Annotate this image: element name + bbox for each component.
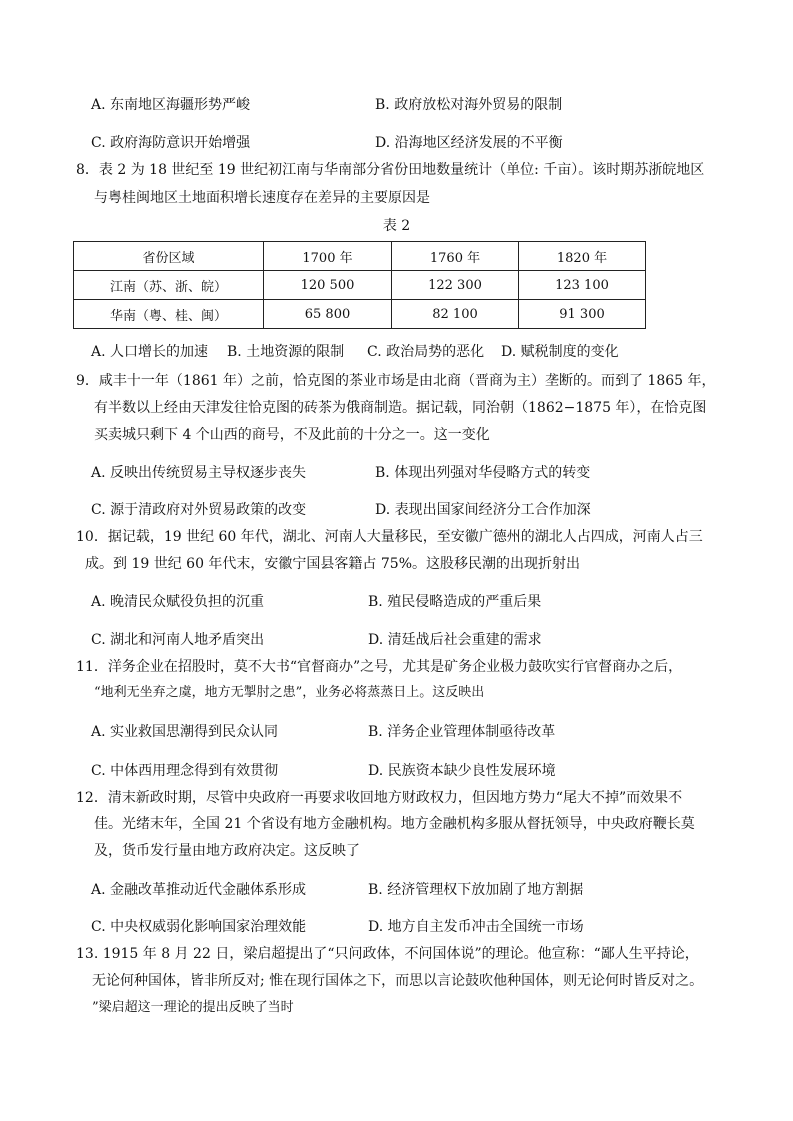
q8-option-a[interactable]: A. 人口增长的加速 [91,344,209,360]
q9-stem-line-2: 有半数以上经由天津发往恰克图的砖茶为俄商制造。据记载，同治朝（1862−1875 年），在恰克图 [94,400,707,416]
q11-stem-line-2: “地利无坐弃之虞，地方无掣肘之患”，业务必将蒸蒸日上。这反映出 [94,685,485,700]
q9-stem-line-1: 9．咸丰十一年（1861 年）之前，恰克图的茶业市场是由北商（晋商为主）垄断的。而到了 1865 年， [76,373,716,389]
q7-option-b[interactable]: B. 政府放松对海外贸易的限制 [375,97,563,113]
q9-option-d[interactable]: D. 表现出国家间经济分工合作加深 [375,502,591,518]
table-row [74,271,646,300]
q8-stem-line-2: 与粤桂闽地区土地面积增长速度存在差异的主要原因是 [94,190,430,206]
q11-stem-line-1: 11．洋务企业在招股时，莫不大书“官督商办”之号，尤其是矿务企业极力鼓吹实行官督商办之后， [76,659,683,675]
q12-option-c[interactable]: C. 中央权威弱化影响国家治理效能 [91,919,307,935]
q10-stem-line-2: 成。到 19 世纪 60 年代末，安徽宁国县客籍占 75%。这股移民潮的出现折射出 [85,556,580,572]
q9-option-b[interactable]: B. 体现出列强对华侵略方式的转变 [375,465,591,481]
q13-stem-line-2: 无论何种国体，皆非所反对; 惟在现行国体之下，而思以言论鼓吹他种国体，则无论何时皆反对之。 [92,973,704,989]
table-cell: 江南（苏、浙、皖） [74,271,264,300]
table-cell: 65 800 [264,300,392,329]
q12-option-a[interactable]: A. 金融改革推动近代金融体系形成 [91,882,307,898]
table-header-cell: 1700 年 [264,242,392,271]
q12-stem-line-2: 佳。光绪末年，全国 21 个省设有地方金融机构。地方金融机构多服从督抚领导，中央政府鞭长莫 [94,816,695,832]
table-header-cell: 1760 年 [392,242,519,271]
table-header-cell: 省份区域 [74,242,264,271]
q10-option-c[interactable]: C. 湖北和河南人地矛盾突出 [91,632,265,648]
q8-option-b[interactable]: B. 土地资源的限制 [227,344,345,360]
table-cell: 华南（粤、桂、闽） [74,300,264,329]
q7-option-d[interactable]: D. 沿海地区经济发展的不平衡 [375,135,563,151]
q11-option-b[interactable]: B. 洋务企业管理体制亟待改革 [368,724,556,740]
q7-option-a[interactable]: A. 东南地区海疆形势严峻 [91,97,251,113]
q9-option-a[interactable]: A. 反映出传统贸易主导权逐步丧失 [91,465,307,481]
q12-stem-line-3: 及，货币发行量由地方政府决定。这反映了 [94,843,360,859]
q11-option-c[interactable]: C. 中体西用理念得到有效贯彻 [91,763,279,779]
q12-stem-line-1: 12．清末新政时期，尽管中央政府一再要求收回地方财政权力，但因地方势力“尾大不掉”而效果不 [76,790,683,806]
q8-option-d[interactable]: D. 赋税制度的变化 [501,344,619,360]
table-cell: 120 500 [264,271,392,300]
table-header-row [74,242,646,271]
q13-stem-line-3: ”梁启超这一理论的提出反映了当时 [92,1000,294,1015]
table-caption: 表 2 [382,218,411,234]
q9-option-c[interactable]: C. 源于清政府对外贸易政策的改变 [91,502,307,518]
table-row [74,300,646,329]
q11-option-a[interactable]: A. 实业救国思潮得到民众认同 [91,724,279,740]
q10-option-a[interactable]: A. 晚清民众赋役负担的沉重 [91,594,265,610]
q12-option-b[interactable]: B. 经济管理权下放加剧了地方割据 [368,882,584,898]
table-header-cell: 1820 年 [519,242,646,271]
q8-option-c[interactable]: C. 政治局势的恶化 [367,344,485,360]
q10-stem-line-1: 10．据记载，19 世纪 60 年代，湖北、河南人大量移民，至安徽广德州的湖北人占四成，河南人占三 [76,529,703,545]
table-cell: 123 100 [519,271,646,300]
q11-option-d[interactable]: D. 民族资本缺少良性发展环境 [368,763,556,779]
table-cell: 82 100 [392,300,519,329]
land-statistics-table [73,241,646,329]
q12-option-d[interactable]: D. 地方自主发币冲击全国统一市场 [368,919,584,935]
q10-option-d[interactable]: D. 清廷战后社会重建的需求 [368,632,542,648]
q13-stem-line-1: 13. 1915 年 8 月 22 日，梁启超提出了“只问政体，不问国体说”的理论。他宣称：“鄙人生平持论， [76,946,699,962]
table-cell: 122 300 [392,271,519,300]
q9-stem-line-3: 买卖城只剩下 4 个山西的商号，不及此前的十分之一。这一变化 [94,427,490,443]
q7-option-c[interactable]: C. 政府海防意识开始增强 [91,135,251,151]
q10-option-b[interactable]: B. 殖民侵略造成的严重后果 [368,594,542,610]
table-cell: 91 300 [519,300,646,329]
q8-stem-line-1: 8．表 2 为 18 世纪至 19 世纪初江南与华南部分省份田地数量统计（单位: 千亩）。该时期苏浙皖地区 [76,162,705,178]
